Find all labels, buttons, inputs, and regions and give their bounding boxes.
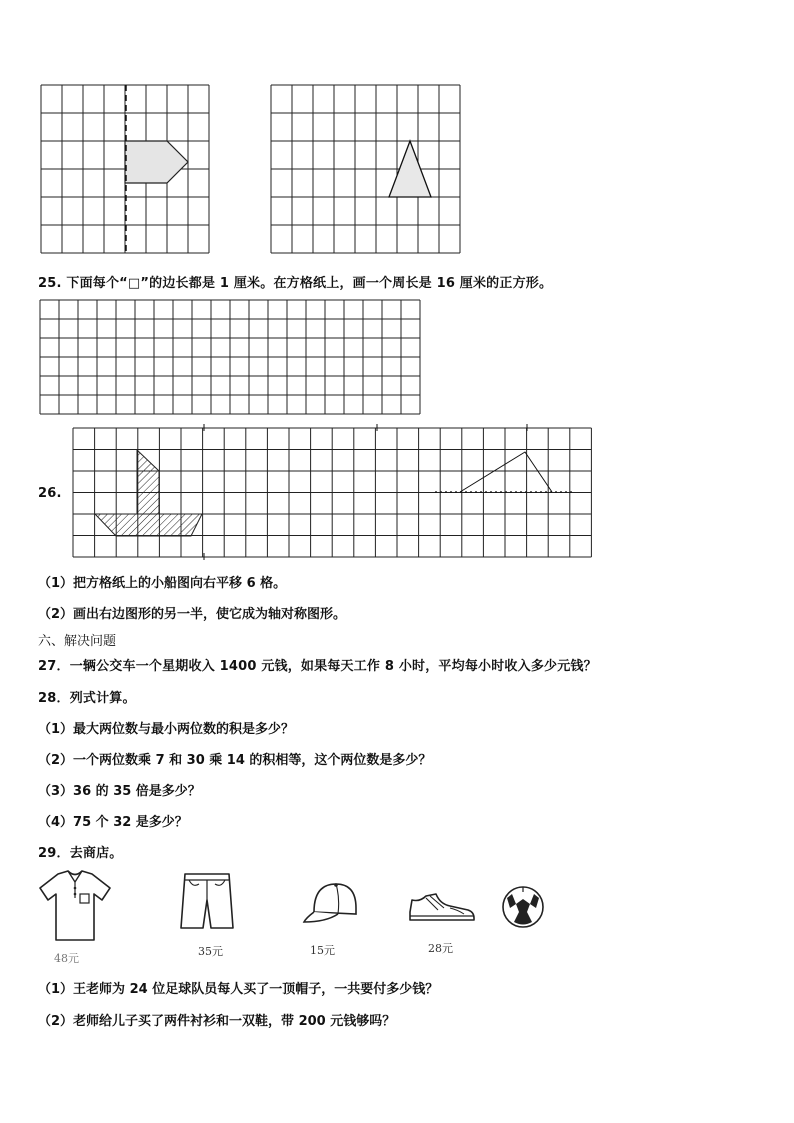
question-28-part-3: （3）36 的 35 倍是多少？ [38,784,201,799]
section-6-title: 六、解决问题 [38,634,117,649]
question-26-part-2: （2）画出右边图形的另一半，使它成为轴对称图形。 [38,607,347,622]
boat-hull-shape [95,514,202,536]
question-28-part-4: （4）75 个 32 是多少？ [38,815,188,830]
grid-square-drawing[interactable] [40,300,420,414]
soccer-ball-icon [500,884,546,930]
question-29-part-1: （1）王老师为 24 位足球队员每人买了一顶帽子，一共要付多少钱？ [38,982,439,997]
question-28-title: 28．列式计算。 [38,691,136,706]
question-28-part-2: （2）一个两位数乘 7 和 30 乘 14 的积相等，这个两位数是多少？ [38,753,432,768]
question-28-part-1: （1）最大两位数与最小两位数的积是多少？ [38,722,295,737]
shoe-price: 28元 [428,942,453,955]
half-triangle-shape [460,452,552,492]
question-25-number: 25. [38,276,62,291]
question-25 [38,272,552,291]
shorts-price: 35元 [198,945,223,958]
grid-triangle-right [271,85,461,253]
shirt-price: 48元 [54,952,79,965]
shoe-icon [406,890,476,926]
question-26-part-1: （1）把方格纸上的小船图向右平移 6 格。 [38,576,287,591]
cap-icon [302,878,358,926]
question-27: 27．一辆公交车一个星期收入 1400 元钱，如果每天工作 8 小时，平均每小时收入多少元钱？ [38,659,597,674]
question-29-title: 29．去商店。 [38,846,123,861]
boat-sail-shape [137,450,159,514]
shirt-icon [36,868,114,944]
pentagon-half-shape [125,141,188,183]
question-26-number: 26. [38,486,62,501]
question-25-text: 下面每个“□”的边长都是 1 厘米。在方格纸上，画一个周长是 16 厘米的正方形。 [66,276,553,291]
shorts-icon [179,870,235,934]
grid-symmetry-left [41,85,213,253]
question-29-part-2: （2）老师给儿子买了两件衬衫和一双鞋，带 200 元钱够吗？ [38,1014,396,1029]
cap-price: 15元 [310,944,335,957]
grid-boat-and-symmetry[interactable] [73,428,593,558]
